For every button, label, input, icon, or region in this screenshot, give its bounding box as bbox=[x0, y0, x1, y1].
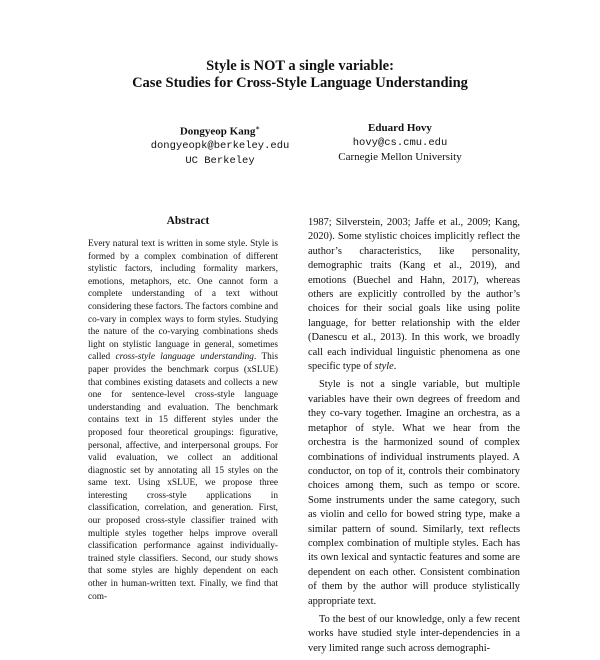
author-block-2 bbox=[300, 121, 500, 165]
paper-title bbox=[0, 58, 600, 92]
body-paragraph-3: To the best of our knowledge, only a few recent works have studied style inter-dependencies in a very limited range such across demographi- bbox=[308, 613, 520, 654]
title-line-2: Case Studies for Cross-Style Language Understanding bbox=[132, 75, 468, 91]
author-affiliation: Carnegie Mellon University bbox=[338, 151, 462, 163]
author-footnote-mark: ∗ bbox=[255, 124, 261, 132]
body-paragraph-2: Style is not a single variable, but multiple variables have their own degrees of freedom and they co-vary together. Imagine an orchestra, as a metaphor of style. What we hear from the orchestra is the harmonized sound of complex combinations of individual instruments played. A conductor, on top of it, controls their combinatory choices among them, such as tempo or score. Some instruments under the same category, such as violin and cello for bowed string type, make a similar pattern of sound. Similarly, text reflects complex combination of multiple styles. Each has its own lexical and syntactic features and some are dependent on each other. Consistent combination of them by the author will produce stylistically appropriate text. bbox=[308, 379, 520, 607]
body-column-right bbox=[308, 216, 520, 660]
body-paragraph-1: 1987; Silverstein, 2003; Jaffe et al., 2009; Kang, 2020). Some stylistic choices implicitly reflect the author’s characteristics, like personality, demographic traits (Kang et al., 2019), and emotions (Buechel and Hahn, 2017), whereas others are explicitly controlled by the author’s choices for their social goals like using polite language, for better relationship with the elder (Danescu et al., 2013). In this work, we broadly call each individual linguistic phenomena as one specific type of style. bbox=[308, 217, 520, 373]
title-line-1: Style is NOT a single variable: bbox=[206, 58, 394, 74]
author-email: dongyeopk@berkeley.edu bbox=[150, 140, 290, 153]
abstract-body: Every natural text is written in some style. Style is formed by a complex combination of different stylistic factors, including formality markers, emotions, metaphors, etc. One cannot form a complete understanding of a text without considering these factors. The factors combine and co-vary in complex ways to form styles. Studying the nature of the co-varying combinations sheds light on stylistic language in general, sometimes called cross-style language understanding. This paper provides the benchmark corpus (xSLUE) that combines existing datasets and collects a new one for sentence-level cross-style language understanding and evaluation. The benchmark contains text in 15 different styles under the proposed four theoretical groupings: figurative, personal, affective, and interpersonal groups. For valid evaluation, we collect an additional diagnostic set by annotating all 15 styles on the same text. Using xSLUE, we propose three interesting cross-style applications in classification, correlation, and generation. First, our proposed cross-style classifier trained with multiple styles together helps improve overall classification performance against individually-trained style classifiers. Second, our study shows that some styles are highly dependent on each other in human-written text. Finally, we find that com- bbox=[88, 239, 278, 602]
author-name: Dongyeop Kang∗ bbox=[179, 124, 261, 138]
abstract-heading: Abstract bbox=[166, 215, 210, 227]
author-email: hovy@cs.cmu.edu bbox=[352, 136, 448, 149]
author-name: Eduard Hovy bbox=[368, 122, 432, 134]
author-block-1 bbox=[120, 121, 320, 168]
author-affiliation: UC Berkeley bbox=[185, 154, 255, 167]
